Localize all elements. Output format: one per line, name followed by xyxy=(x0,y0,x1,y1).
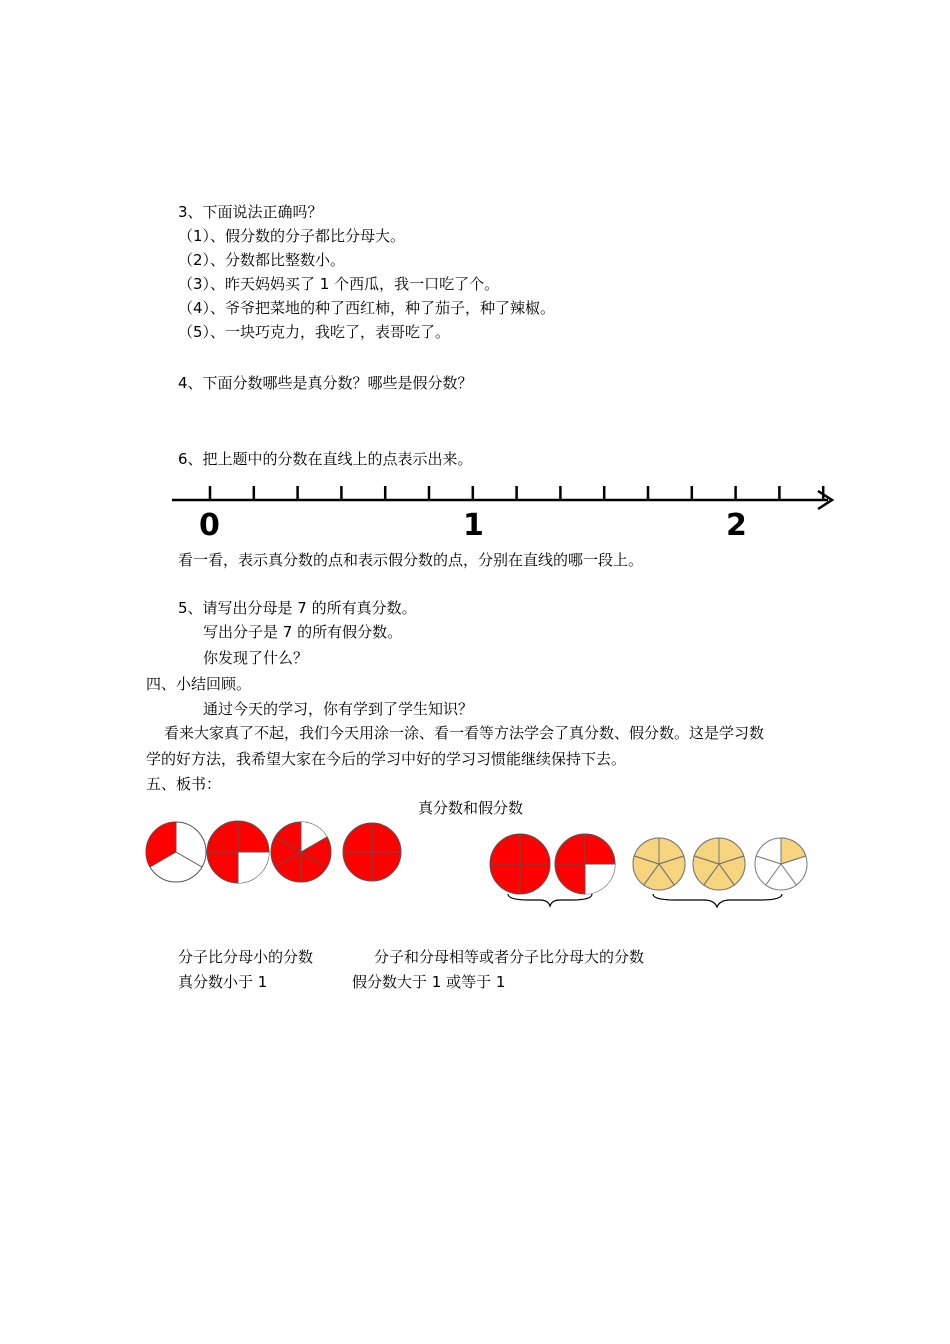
circle-quarters-full-a xyxy=(490,834,550,894)
section5-title: 五、板书： xyxy=(146,775,222,793)
board-right-note: 假分数大于 1 或等于 1 xyxy=(352,973,506,991)
number-line-label-1: 1 xyxy=(463,508,484,543)
q3-item-3: （3）、昨天妈妈买了 1 个西瓜，我一口吃了个。 xyxy=(178,275,500,293)
q5-line-3: 你发现了什么？ xyxy=(203,649,309,667)
circle-thirds-one-shaded xyxy=(146,822,206,882)
circle-sixths-five-shaded xyxy=(271,822,331,882)
brace-left xyxy=(508,894,592,906)
q3-item-2: （2）、分数都比整数小。 xyxy=(178,251,346,269)
section4-para-2: 学的好方法，我希望大家在今后的学习中好的学习习惯能继续保持下去。 xyxy=(146,750,627,768)
circle-quarters-all-shaded xyxy=(343,823,401,881)
circle-quarters-three-shaded-b xyxy=(555,834,615,894)
number-line-label-0: 0 xyxy=(199,508,220,543)
board-left-note: 真分数小于 1 xyxy=(178,973,268,991)
number-line-ticks xyxy=(210,486,823,500)
circle-fifths-one-shaded xyxy=(755,838,807,890)
q6-followup: 看一看，表示真分数的点和表示假分数的点，分别在直线的哪一段上。 xyxy=(178,551,644,569)
board-title: 真分数和假分数 xyxy=(418,799,524,817)
board-left-caption: 分子比分母小的分数 xyxy=(178,948,314,966)
board-right-caption: 分子和分母相等或者分子比分母大的分数 xyxy=(374,948,645,966)
circle-quarters-three-shaded xyxy=(207,821,269,883)
q3-item-1: （1）、假分数的分子都比分母大。 xyxy=(178,227,406,245)
section4-line-1: 通过今天的学习，你有学到了学生知识？ xyxy=(203,700,474,718)
q6-title: 6、把上题中的分数在直线上的点表示出来。 xyxy=(178,450,473,468)
q3-title: 3、下面说法正确吗？ xyxy=(178,203,323,221)
q3-item-5: （5）、一块巧克力，我吃了，表哥吃了。 xyxy=(178,323,451,341)
circle-fifths-full-a xyxy=(633,838,685,890)
q4-title: 4、下面分数哪些是真分数？哪些是假分数？ xyxy=(178,374,473,392)
brace-right xyxy=(653,894,782,907)
q3-item-4: （4）、爷爷把菜地的种了西红柿，种了茄子，种了辣椒。 xyxy=(178,299,556,317)
braces xyxy=(0,888,950,918)
q5-line-2: 写出分子是 7 的所有假分数。 xyxy=(203,623,403,641)
section4-title: 四、小结回顾。 xyxy=(146,675,252,693)
q5-line-1: 5、请写出分母是 7 的所有真分数。 xyxy=(178,599,417,617)
section4-para-1: 看来大家真了不起，我们今天用涂一涂、看一看等方法学会了真分数、假分数。这是学习数 xyxy=(164,724,765,742)
number-line-label-2: 2 xyxy=(726,508,747,543)
circle-fifths-full-b xyxy=(693,838,745,890)
